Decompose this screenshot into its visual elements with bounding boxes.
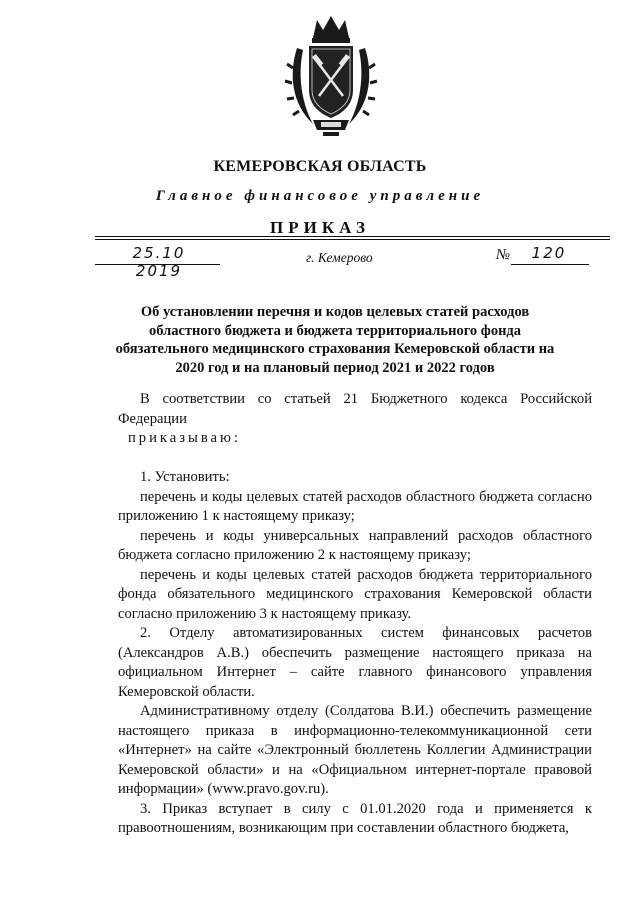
header-rule (95, 236, 610, 237)
clause-2: 2. Отделу автоматизированных систем финансовых расчетов (Александров А.В.) обеспечить размещение настоящего приказа на официальном Интернет – сайте главного финансового управления Кемеровской области. (118, 625, 592, 700)
clause-1-title: 1. Установить: (140, 469, 230, 485)
clause-1-item-b: перечень и коды универсальных направлений расходов областного бюджета согласно приложению 2 к настоящему приказу; (118, 527, 592, 563)
clause-1-item-a: перечень и коды целевых статей расходов областного бюджета согласно приложению 1 к настоящему приказу; (118, 488, 592, 524)
clause-1-item-c: перечень и коды целевых статей расходов бюджета территориального фонда обязательного медицинского страхования Кемеровской области согласно приложению 3 к настоящему приказу. (118, 566, 592, 622)
order-date: 25.10 2019 (132, 244, 186, 280)
city-label: г. Кемерово (306, 250, 373, 265)
clause-2-second: Административному отделу (Солдатова В.И.) обеспечить размещение настоящего приказа в информационно-телекоммуникационной сети «Интернет» на сайте «Электронный бюллетень Коллегии Администрации Кемеровской области» и на «Официальном интернет-портале правовой информации» (www.pravo.gov.ru). (118, 703, 592, 797)
intro-paragraph: В соответствии со статьей 21 Бюджетного кодекса Российской Федерации (118, 391, 592, 427)
kemerovo-coat-of-arms-icon (283, 8, 379, 138)
order-body (118, 390, 592, 839)
order-title: Об установлении перечня и кодов целевых статей расходов областного бюджета и бюджета территориального фонда обязательного медицинского страхования Кемеровской области на 2020 год и на плановый период 2021 и 2022 годов (115, 304, 555, 376)
header-rule-second (95, 239, 610, 240)
document-type: ПРИКАЗ (270, 218, 370, 237)
region-name: КЕМЕРОВСКАЯ ОБЛАСТЬ (213, 158, 427, 175)
order-number: 120 (531, 244, 567, 262)
number-underline (511, 264, 589, 265)
department-name: Главное финансовое управление (155, 188, 485, 204)
date-underline (95, 264, 220, 265)
order-word: приказываю: (128, 430, 241, 446)
number-sign: № (496, 247, 511, 263)
clause-3: 3. Приказ вступает в силу с 01.01.2020 года и применяется к правоотношениям, возникающим при составлении областного бюджета, (118, 800, 592, 836)
